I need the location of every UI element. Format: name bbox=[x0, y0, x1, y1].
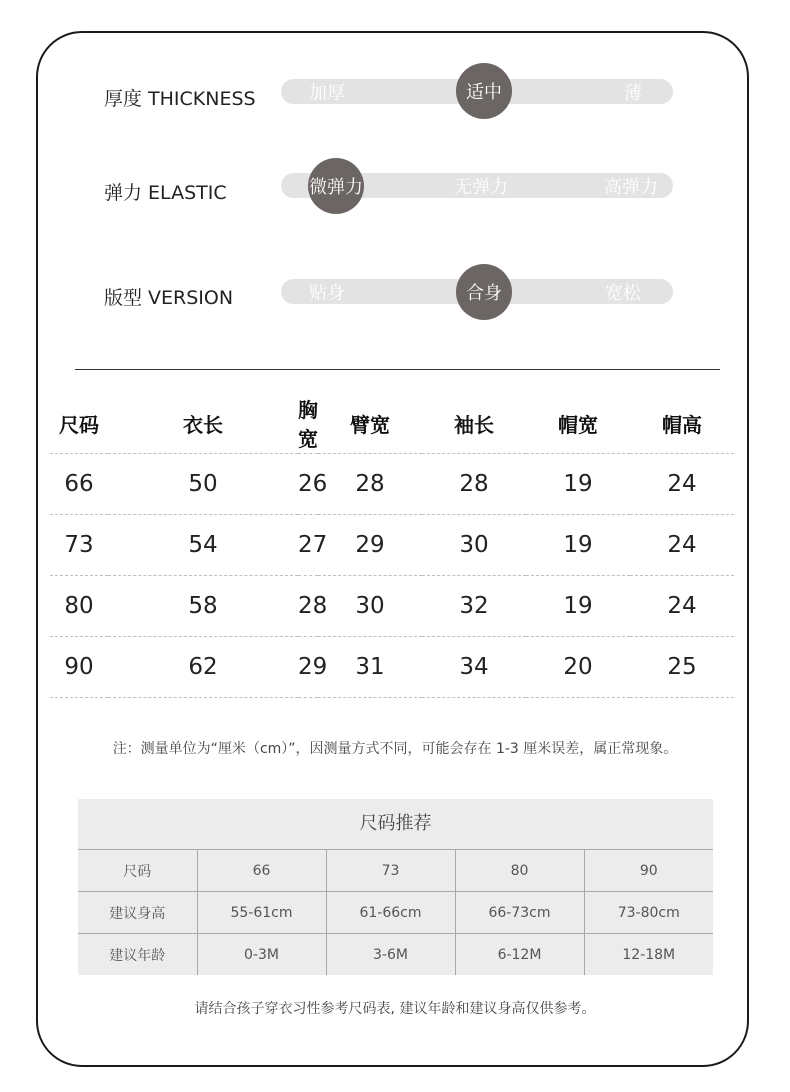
header-hood-width: 帽宽 bbox=[558, 412, 598, 437]
table-cell: 73-80cm bbox=[584, 892, 713, 934]
section-divider bbox=[75, 369, 720, 370]
table-cell: 58 bbox=[108, 576, 298, 637]
table-cell: 55-61cm bbox=[197, 892, 326, 934]
size-table bbox=[50, 393, 734, 698]
table-cell: 62 bbox=[108, 637, 298, 698]
table-cell: 54 bbox=[108, 515, 298, 576]
table-cell: 30 bbox=[318, 576, 422, 637]
table-cell: 90 bbox=[50, 637, 108, 698]
version-option-slim: 贴身 bbox=[309, 282, 345, 304]
elastic-label: 弹力 ELASTIC bbox=[104, 182, 227, 204]
table-cell: 26 bbox=[298, 454, 318, 515]
table-cell: 73 bbox=[50, 515, 108, 576]
table-cell: 3-6M bbox=[326, 934, 455, 976]
header-size: 尺码 bbox=[59, 412, 99, 437]
table-row bbox=[78, 892, 713, 934]
table-cell: 24 bbox=[630, 576, 734, 637]
elastic-selected-label: 微弹力 bbox=[309, 177, 363, 198]
table-row bbox=[50, 515, 734, 576]
table-cell: 90 bbox=[584, 850, 713, 892]
table-row bbox=[50, 637, 734, 698]
footer-note: 请结合孩子穿衣习性参考尺码表, 建议年龄和建议身高仅供参考。 bbox=[194, 1001, 596, 1017]
thickness-option-thick: 加厚 bbox=[309, 82, 345, 104]
table-cell: 12-18M bbox=[584, 934, 713, 976]
table-cell: 29 bbox=[318, 515, 422, 576]
version-label: 版型 VERSION bbox=[104, 287, 234, 309]
version-option-loose: 宽松 bbox=[605, 282, 641, 304]
table-cell: 28 bbox=[318, 454, 422, 515]
header-chest: 胸宽 bbox=[298, 398, 318, 451]
header-sleeve: 袖长 bbox=[454, 412, 494, 437]
table-cell: 25 bbox=[630, 637, 734, 698]
table-row bbox=[78, 850, 713, 892]
table-cell: 20 bbox=[526, 637, 630, 698]
table-cell: 建议身高 bbox=[78, 892, 197, 934]
table-cell: 66 bbox=[197, 850, 326, 892]
table-cell: 28 bbox=[422, 454, 526, 515]
elastic-option-none: 无弹力 bbox=[454, 176, 508, 198]
table-cell: 61-66cm bbox=[326, 892, 455, 934]
table-cell: 24 bbox=[630, 515, 734, 576]
table-cell: 19 bbox=[526, 576, 630, 637]
table-cell: 32 bbox=[422, 576, 526, 637]
table-cell: 19 bbox=[526, 515, 630, 576]
table-cell: 80 bbox=[50, 576, 108, 637]
table-cell: 66 bbox=[50, 454, 108, 515]
table-cell: 29 bbox=[298, 637, 318, 698]
table-cell: 80 bbox=[455, 850, 584, 892]
table-row bbox=[50, 576, 734, 637]
table-cell: 0-3M bbox=[197, 934, 326, 976]
header-arm: 臂宽 bbox=[350, 412, 390, 437]
table-cell: 尺码 bbox=[78, 850, 197, 892]
table-cell: 27 bbox=[298, 515, 318, 576]
elastic-option-high: 高弹力 bbox=[604, 176, 658, 198]
elastic-selected-marker bbox=[308, 158, 364, 214]
table-cell: 66-73cm bbox=[455, 892, 584, 934]
thickness-selected-marker bbox=[456, 63, 512, 119]
table-cell: 28 bbox=[298, 576, 318, 637]
table-cell: 6-12M bbox=[455, 934, 584, 976]
thickness-selected-label: 适中 bbox=[466, 82, 502, 103]
table-cell: 19 bbox=[526, 454, 630, 515]
recommendation-title: 尺码推荐 bbox=[359, 813, 432, 834]
table-cell: 34 bbox=[422, 637, 526, 698]
table-row bbox=[78, 934, 713, 976]
measurement-note: 注：测量单位为“厘米（cm）”，因测量方式不同，可能会存在 1-3 厘米误差，属正常现象。 bbox=[112, 741, 678, 757]
header-length: 衣长 bbox=[183, 412, 223, 437]
size-table-header bbox=[50, 393, 734, 454]
version-selected-label: 合身 bbox=[466, 283, 502, 304]
table-cell: 50 bbox=[108, 454, 298, 515]
table-row bbox=[50, 454, 734, 515]
recommendation-table bbox=[78, 849, 713, 975]
thickness-option-thin: 薄 bbox=[624, 82, 642, 104]
header-hood-height: 帽高 bbox=[662, 412, 702, 437]
version-selected-marker bbox=[456, 264, 512, 320]
table-cell: 30 bbox=[422, 515, 526, 576]
table-cell: 73 bbox=[326, 850, 455, 892]
thickness-label: 厚度 THICKNESS bbox=[104, 88, 256, 110]
table-cell: 24 bbox=[630, 454, 734, 515]
size-recommendation bbox=[78, 799, 713, 975]
table-cell: 31 bbox=[318, 637, 422, 698]
table-cell: 建议年龄 bbox=[78, 934, 197, 976]
